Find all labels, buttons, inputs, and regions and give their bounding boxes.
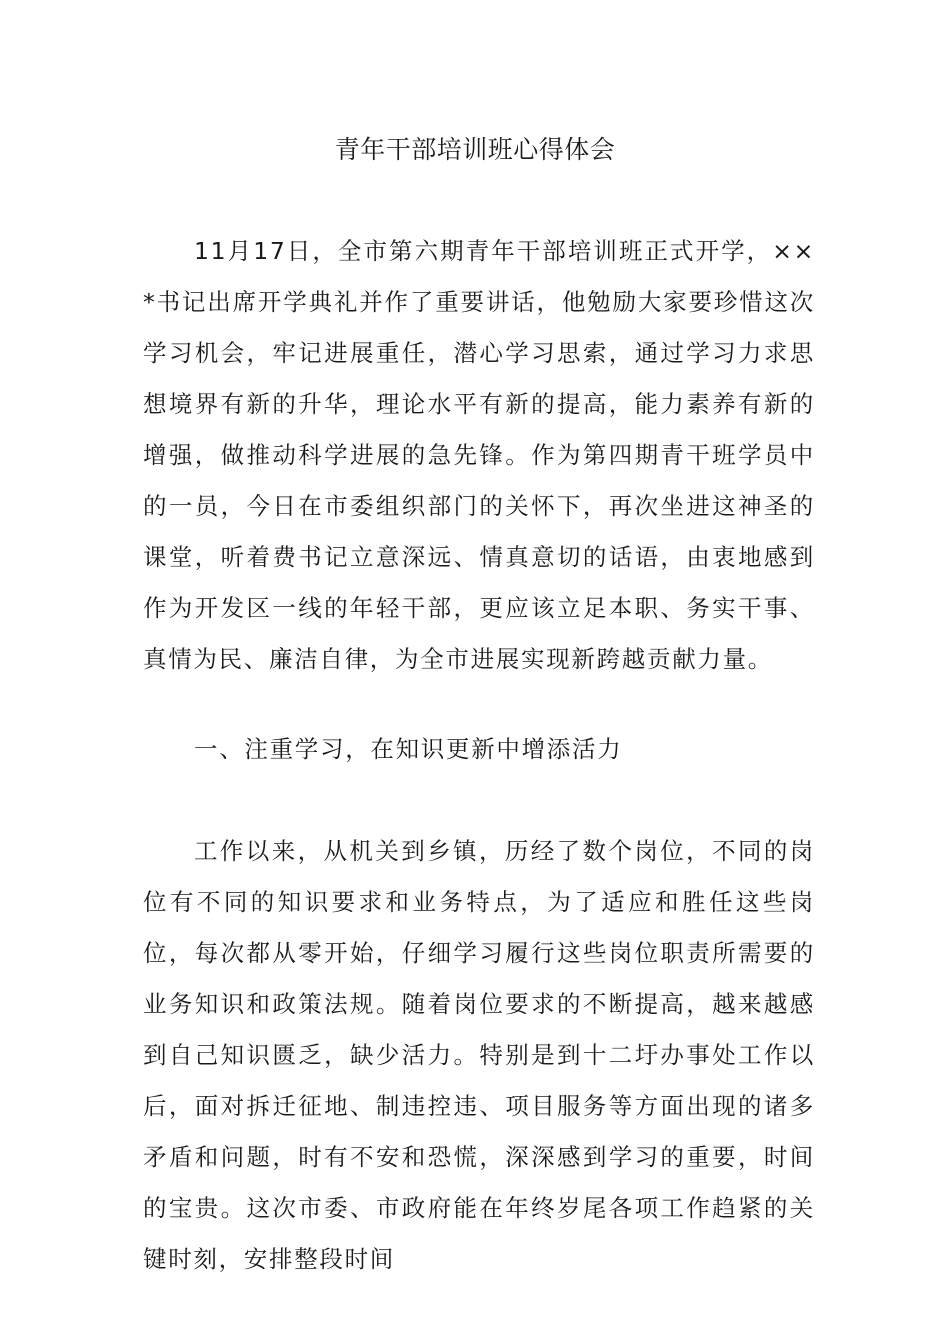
- paragraph-opening: 11月17日，全市第六期青年干部培训班正式开学，××*书记出席开学典礼并作了重要讲话，他勉励大家要珍惜这次学习机会，牢记进展重任，潜心学习思索，通过学习力求思想境界有新的升华，理论水平有新的提高，能力素养有新的增强，做推动科学进展的急先锋。作为第四期青干班学员中的一员，今日在市委组织部门的关怀下，再次坐进这神圣的课堂，听着费书记立意深远、情真意切的话语，由衷地感到作为开发区一线的年轻干部，更应该立足本职、务实干事、真情为民、廉洁自律，为全市进展实现新跨越贡献力量。: [143, 237, 815, 673]
- section-heading-1: 一、注重学习，在知识更新中增添活力: [194, 735, 623, 763]
- paragraph-section-1: 工作以来，从机关到乡镇，历经了数个岗位，不同的岗位有不同的知识要求和业务特点，为了适应和胜任这些岗位，每次都从零开始，仔细学习履行这些岗位职责所需要的业务知识和政策法规。随着岗位要求的不断提高，越来越感到自己知识匮乏，缺少活力。特别是到十二圩办事处工作以后，面对拆迁征地、制违控违、项目服务等方面出现的诸多矛盾和问题，时有不安和恐慌，深深感到学习的重要，时间的宝贵。这次市委、市政府能在年终岁尾各项工作趋紧的关键时刻，安排整段时间: [143, 837, 815, 1273]
- document-title: 青年干部培训班心得体会: [334, 135, 616, 164]
